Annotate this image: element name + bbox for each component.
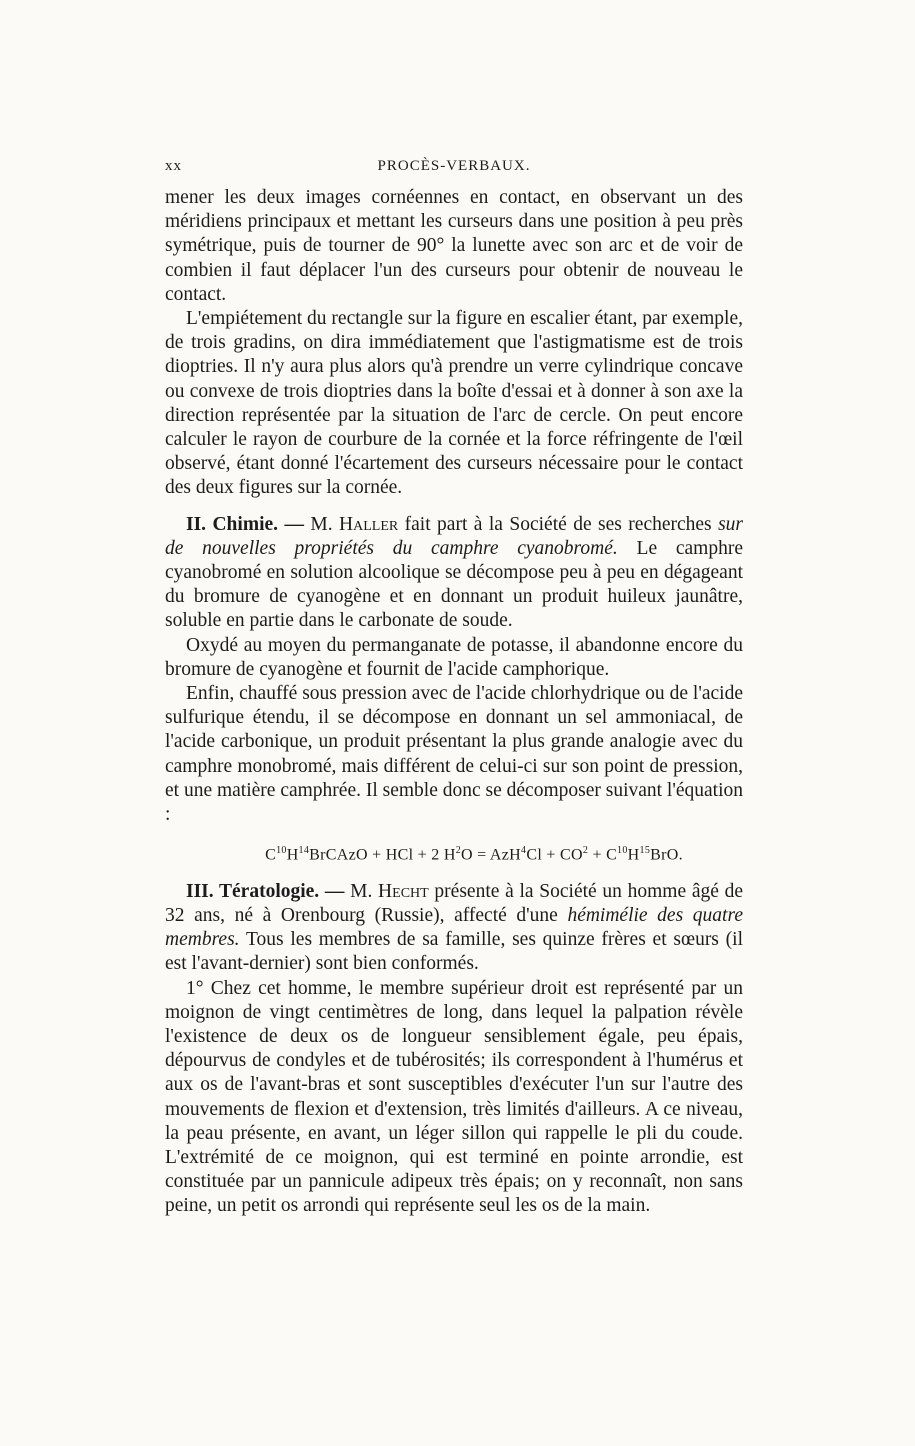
paragraph-text: fait part à la Société de ses recherches — [398, 513, 719, 535]
formula-part: Cl + CO — [526, 846, 583, 864]
page-header — [165, 158, 743, 180]
paragraph-astigmatism: L'empiétement du rectangle sur la figure en escalier étant, par exemple, de trois gradins, on dira immédiatement que l'astigmatisme est de trois dioptries. Il n'y aura plus alors qu'à prendre un verre cylindrique concave ou convexe de trois dioptries dans la boîte d'essai et à donner à son axe la direction représentée par la situation de l'arc de cercle. On peut encore calculer le rayon de courbure de la cornée et la force réfringente de l'œil observé, étant donné l'écartement des curseurs nécessaire pour le contact des deux figures sur la cornée. — [165, 308, 743, 499]
formula-part: C — [265, 846, 277, 864]
formula-part: BrO. — [650, 846, 683, 864]
chemical-equation — [165, 839, 743, 868]
page-number: xx — [165, 158, 182, 174]
formula-sup: 14 — [298, 845, 310, 857]
author-name: M. Haller — [310, 513, 399, 535]
section-chimie — [165, 513, 743, 634]
paragraph-decomposition: Enfin, chauffé sous pression avec de l'acide chlorhydrique ou de l'acide sulfurique étendu, il se décompose en donnant un sel ammoniacal, de l'acide carbonique, un produit présentant la plus grande analogie avec du camphre monobromé, mais différent de celui-ci sur son point de pression, et une matière camphrée. Il semble donc se décomposer suivant l'équation : — [165, 683, 744, 826]
section-label: III. Tératologie. — — [186, 880, 345, 902]
section-teratologie — [165, 880, 743, 977]
section-label: II. Chimie. — — [186, 513, 304, 535]
paragraph-continuation: mener les deux images cornéennes en contact, en observant un des méridiens principaux et mettant les curseurs dans une position à peu près symétrique, puis de tourner de 90° la lunette avec son arc et de voir de combien il faut déplacer l'un des curseurs pour obtenir de nouveau le contact. — [165, 187, 743, 305]
formula-sup: 10 — [617, 845, 628, 857]
paragraph-membre-superieur: 1° Chez cet homme, le membre supérieur droit est représenté par un moignon de vingt centimètres de long, dans lequel la palpation révèle l'existence de deux os de longueur sensiblement égale, peu épais, dépourvus de condyles et de tubérosités; ils correspondent à l'humérus et aux os de l'avant-bras et sont susceptibles d'exécuter l'un sur l'autre des mouvements de flexion et d'extension, très limités d'ailleurs. A ce niveau, la peau présente, en avant, un léger sillon qui rappelle le pli du coude. L'extrémité de ce moignon, qui est terminé en pointe arrondie, est constituée par un pannicule adipeux très épais; on y reconnaît, non sans peine, un petit os arrondi qui représente seul les os de la main. — [165, 977, 743, 1217]
paragraph-text: présente à la Société un homme âgé de 32 ans, né à Orenbourg (Russie), affecté d'une — [165, 880, 743, 927]
paragraph-text: Tous les membres de sa famille, ses quinze frères et sœurs (il est l'avant-dernier) sont bien conformés. — [165, 929, 743, 975]
formula-part: H — [627, 846, 640, 864]
formula-part: O = AzH — [461, 846, 522, 864]
communication-title: sur de nouvelles propriétés du camphre cyanobromé. — [165, 513, 744, 559]
formula-sup: 2 — [455, 845, 462, 857]
formula-sup: 10 — [276, 845, 287, 857]
body-text — [165, 186, 743, 1219]
author-name: M. Hecht — [350, 880, 429, 902]
formula-sup: 4 — [521, 845, 527, 857]
formula-sup: 15 — [639, 845, 651, 857]
paragraph-oxydation: Oxydé au moyen du permanganate de potasse, il abandonne encore du bromure de cyanogène et fournit de l'acide camphorique. — [165, 634, 743, 680]
communication-title: hémimélie des quatre membres. — [165, 905, 743, 951]
paragraph-text: Le camphre cyanobromé en solution alcoolique se décompose peu à peu en dégageant du bromure de cyanogène et en donnant un produit huileux jaunâtre, soluble en partie dans le carbonate de soude. — [165, 537, 743, 632]
formula-sup: 2 — [582, 845, 589, 857]
formula-part: BrCAzO + HCl + 2 H — [309, 846, 456, 864]
formula-part: + C — [588, 846, 618, 864]
running-title: PROCÈS-VERBAUX. — [377, 158, 531, 174]
formula-part: H — [286, 846, 299, 864]
